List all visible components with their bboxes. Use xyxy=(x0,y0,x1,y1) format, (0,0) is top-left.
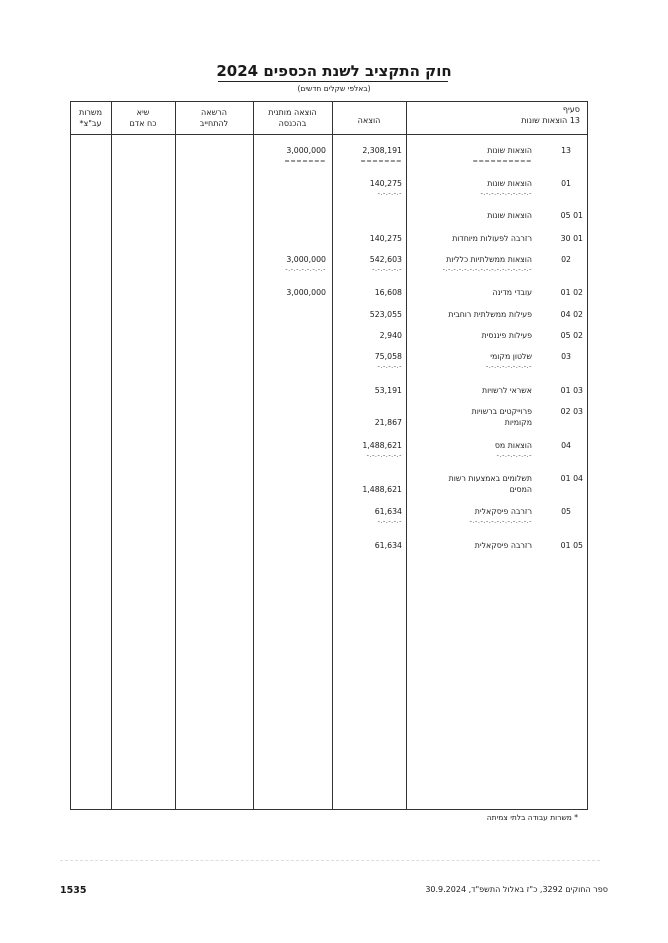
header-commitment-line1: הרשאה xyxy=(201,108,227,117)
row-expense: 140,275 xyxy=(369,234,402,243)
row-name-underline: -.-.-.-.-.-.-.-.-.-.-.- xyxy=(469,517,532,525)
row-expense-underline: -.-.-.-.- xyxy=(377,517,402,525)
row-code: 04 xyxy=(561,441,571,450)
header-manpower-line2: כח אדם xyxy=(129,119,157,128)
header-separator xyxy=(70,134,588,135)
row-name-line2: המסים xyxy=(509,485,532,494)
row-name: אשראי לרשויות xyxy=(481,386,532,395)
row-expense: 75,058 xyxy=(374,352,402,361)
row-code: 01 05 xyxy=(560,211,583,220)
row-code: 02 01 xyxy=(560,288,583,297)
page-subtitle: (באלפי שקלים חדשים) xyxy=(297,84,371,93)
row-expense: 61,634 xyxy=(374,541,402,550)
row-code: 13 xyxy=(561,146,571,155)
row-name: הוצאות שונות xyxy=(487,146,532,155)
row-conditional: 3,000,000 xyxy=(286,288,326,297)
row-name: הוצאות ממשלתיות כלליות xyxy=(446,255,532,264)
page-number: 1535 xyxy=(60,885,87,896)
row-name: תשלומים באמצעות רשות xyxy=(448,474,532,483)
header-positions-line2: עב"צ* xyxy=(79,119,102,128)
row-expense-underline: -.-.-.-.-.- xyxy=(372,265,402,273)
row-name-underline: -.-.-.-.-.-.-.-.- xyxy=(485,362,532,370)
header-manpower xyxy=(111,107,175,129)
row-name-underline: ========== xyxy=(472,157,532,165)
row-expense-underline: ======= xyxy=(360,157,402,165)
row-name: הוצאות שונות xyxy=(487,179,532,188)
row-name: רזרבה פיסקאלית xyxy=(474,507,532,516)
row-name-underline: -.-.-.-.-.-.-.-.-.- xyxy=(480,189,532,197)
row-name-line2: מקומיות xyxy=(504,418,532,427)
header-section-label: סעיף xyxy=(562,105,580,114)
header-expense: הוצאה xyxy=(357,116,381,125)
header-positions-line1: משרות xyxy=(78,108,103,117)
scan-artifact-line xyxy=(60,860,600,861)
header-section-sub: 13 הוצאות שונות xyxy=(521,116,580,125)
header-conditional-expense xyxy=(253,107,332,129)
row-expense: 2,308,191 xyxy=(362,146,402,155)
column-divider xyxy=(175,101,176,810)
row-code: 05 xyxy=(561,507,571,516)
row-expense: 53,191 xyxy=(374,386,402,395)
row-expense: 16,608 xyxy=(374,288,402,297)
row-name: רזרבה פיסקאלית xyxy=(474,541,532,550)
row-code: 01 30 xyxy=(560,234,583,243)
row-code: 03 xyxy=(561,352,571,361)
row-name: רזרבה לפעולות מיוחדות xyxy=(452,234,532,243)
row-code: 05 01 xyxy=(560,541,583,550)
row-code: 02 xyxy=(561,255,571,264)
column-divider xyxy=(111,101,112,810)
footnote: * משרות עבודה בלתי צמיתה xyxy=(486,813,578,822)
row-expense-underline: -.-.-.-.- xyxy=(377,189,402,197)
row-name: הוצאות מס xyxy=(494,441,532,450)
row-name-underline: -.-.-.-.-.-.- xyxy=(496,451,532,459)
row-code: 04 01 xyxy=(560,474,583,483)
header-positions xyxy=(70,107,111,129)
row-name: פרוייקטים ברשויות xyxy=(471,407,532,416)
row-expense: 140,275 xyxy=(369,179,402,188)
row-code: 01 xyxy=(561,179,571,188)
row-conditional: 3,000,000 xyxy=(286,146,326,155)
column-divider xyxy=(332,101,333,810)
page-title: חוק התקציב לשנת הכספים 2024 xyxy=(216,62,452,80)
row-name: פעילות ממשלתית רוחבית xyxy=(448,310,532,319)
row-expense: 542,603 xyxy=(369,255,402,264)
row-code: 02 04 xyxy=(560,310,583,319)
row-expense: 1,488,621 xyxy=(362,485,402,494)
row-name: פעילות פיננסית xyxy=(481,331,532,340)
row-code: 03 02 xyxy=(560,407,583,416)
row-name-underline: -.-.-.-.-.-.-.-.-.-.-.-.-.-.-.-.- xyxy=(442,265,532,273)
column-divider xyxy=(253,101,254,810)
row-code: 02 05 xyxy=(560,331,583,340)
row-expense: 2,940 xyxy=(379,331,402,340)
header-commitment-line2: להתחייב xyxy=(199,119,229,128)
row-conditional: 3,000,000 xyxy=(286,255,326,264)
header-manpower-line1: שיא xyxy=(136,108,150,117)
title-underline xyxy=(218,81,448,82)
row-conditional-underline: ======= xyxy=(284,157,326,165)
header-section xyxy=(480,104,580,126)
row-expense: 1,488,621 xyxy=(362,441,402,450)
row-name: הוצאות שונות xyxy=(487,211,532,220)
row-expense: 21,867 xyxy=(374,418,402,427)
header-conditional-line2: בהכנסה xyxy=(278,119,307,128)
column-divider xyxy=(406,101,407,810)
row-conditional-underline: -.-.-.-.-.-.-.- xyxy=(285,265,326,273)
row-code: 03 01 xyxy=(560,386,583,395)
row-expense-underline: -.-.-.-.- xyxy=(377,362,402,370)
row-expense: 523,055 xyxy=(369,310,402,319)
row-name: שלטון מקומי xyxy=(490,352,532,361)
row-expense: 61,634 xyxy=(374,507,402,516)
row-name: עובדי מדינה xyxy=(492,288,532,297)
row-expense-underline: -.-.-.-.-.-.- xyxy=(366,451,402,459)
header-commitment xyxy=(175,107,253,129)
header-conditional-line1: הוצאה מותנית xyxy=(268,108,317,117)
publication-info: ספר החוקים 3292, כ"ז באלול התשפ"ד, 30.9.2024 xyxy=(425,885,608,894)
